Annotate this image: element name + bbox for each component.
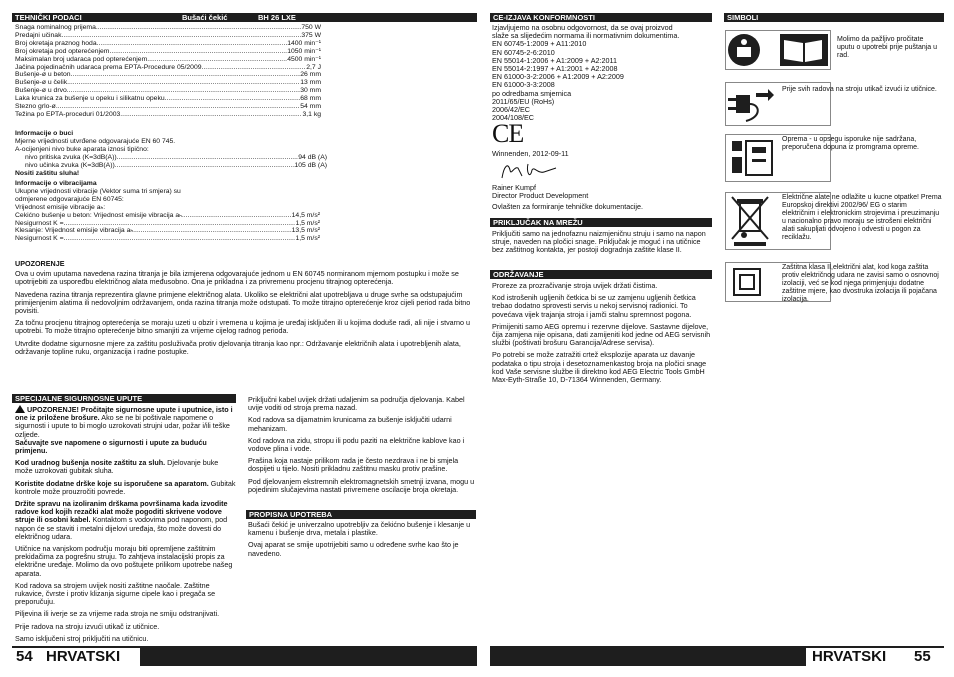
safety-paragraph: Priključni kabel uvijek držati udaljenim sa područja djelovanja. Kabel uvije voditi od stroja prema nazad.	[248, 395, 465, 413]
footer-right	[490, 646, 944, 666]
vibration-info	[15, 180, 320, 243]
ce-norm: 2006/42/EC	[492, 106, 530, 115]
maintenance-paragraph: Po potrebi se može zatražiti crtež eksplozije aparata uz davanje podataka o tipu stroja i desetoznamenkastog broja na pločici snage kod Vaše servisne službe ili direktno kod AEG Electric Tools GmbH Max-Eyth-Straße 10, D-71364 Winnenden, Germany.	[492, 350, 707, 385]
spec-row: Jačina pojedinačnih udaraca prema EPTA-Procedure 05/2009 ..... 2,7 J	[15, 64, 321, 72]
page-number: 54	[16, 648, 33, 665]
safety-header-bar: SPECIJALNE SIGURNOSNE UPUTE	[12, 394, 236, 403]
safety-paragraph: Piljevina ili iverje se za vrijeme rada stroja ne smiju odstranjivati.	[15, 609, 220, 619]
ce-place-date: Winnenden, 2012-09-11	[492, 149, 569, 158]
symbol-unplug-text: Prije svih radova na stroju utikač izvući iz utičnice.	[782, 86, 937, 93]
maintenance-paragraph: Primijeniti samo AEG opremu i rezervne dijelove. Sastavne dijelove, čija zamjena nije opisana, dati zamijeniti kod jedne od AEG servisnih službi (poštivati brošuru Garancija/Adrese servisa).	[492, 321, 711, 348]
specs-header-bar	[12, 13, 477, 22]
spec-row: Bušenje-ø u beton ..... 26 mm	[15, 71, 321, 79]
specs-title: TEHNIČKI PODACI	[15, 13, 82, 22]
noise-line: A-ocijenjeni nivo buke aparata iznosi tipično:	[15, 145, 149, 153]
ce-norm: EN 55014-1:2006 + A1:2009 + A2:2011	[492, 56, 617, 65]
symbols-header-bar: SIMBOLI	[724, 13, 944, 22]
ce-norm: EN 60745-1:2009 + A11:2010	[492, 40, 587, 49]
mains-paragraph: Priključiti samo na jednofaznu naizmjeničnu struju i samo na napon struje, naveden na pločici snage. Priključak je moguć i na utičnice bez zaštitnog kontakta, jer postoji dogradnja zaštite klase II.	[492, 229, 706, 255]
spec-row: Broj okretaja pod opterećenjem ..... 1050 min⁻¹	[15, 48, 321, 56]
safety-paragraph: Prije radova na stroju izvući utikač iz utičnice.	[15, 621, 160, 631]
vibration-row: Čekićno bušenje u beton: Vrijednost emisije vibracija aₕ ..... 14,5 m/s²	[15, 212, 320, 220]
ce-norm: 2011/65/EU (RoHs)	[492, 97, 555, 106]
symbol-class-ii-text: Zaštitna klasa II,električni alat, kod koga zaštita protiv električnog udara ne zavisi samo o osnovnoj izolaciji, već se kod njega primjenjuju dodatne zaštitne mjere, kao dvostruka izolacija ili pojačana izolacija.	[782, 264, 939, 303]
safety-paragraph: Prašina koja nastaje prilikom rada je često nezdrava i ne bi smjela dospijeti u tijelo. Nositi prikladnu zaštitnu masku protiv prašine.	[248, 456, 459, 474]
signatory-role: Director Product Development	[492, 192, 589, 201]
read-manual-icon	[725, 30, 831, 70]
safety-paragraph: Držite spravu na izoliranim drškama površinama kada izvodite radove kod kojih rezački alat može pogoditi skrivene vodove struje ili osobni kabel. Kontaktom s vodovima pod naponom, pod napon će se staviti i metalni dijelovi uređaja, što može dovesti do električnog udara.	[15, 499, 228, 541]
vibration-line: Vrijednost emisije vibracije aₕ:	[15, 203, 106, 211]
safety-column-2	[248, 396, 476, 498]
vibration-row: Nesigurnost K = ..... 1,5 m/s²	[15, 235, 320, 243]
spec-row: Predajni učinak ..... 375 W	[15, 32, 321, 40]
safety-column	[15, 405, 237, 647]
warning-triangle-icon	[15, 405, 25, 413]
ce-norm: 2004/108/EC	[492, 114, 534, 123]
noise-line: Mjerne vrijednosti utvrđene odgovarajuće EN 60 745.	[15, 137, 176, 145]
vibration-line: odmjerene odgovarajuće EN 60745:	[15, 195, 124, 203]
safety-paragraph: Pod djelovanjem ekstremnih elektromagnetskih smetnji izvana, mogu u pojedinim slučajevima nastati privremene oscilacije broja okretaja.	[248, 476, 475, 494]
maintenance-paragraph: Kod istrošenih ugljenih četkica bi se uz zamjenu ugljenih četkica trebao dodatno sprovesti servis u nekoj servisnoj radionici. To povećava vijek trajanja stroja i jamči stalnu spremnost pogona.	[492, 293, 696, 319]
noise-info	[15, 130, 327, 177]
warning-paragraph: Za točnu procjenu titrajnog opterećenja se moraju uzeti u obzir i vremena u kojima je uređaj isključen ili u kojima doduše radi, ali nije i stvarno u upotrebi. To može titrajno opterećenje bitno smanjiti za vrijeme cijelog radnog perioda.	[15, 318, 471, 336]
spec-row: Stezno grlo-ø ..... 54 mm	[15, 103, 321, 111]
safety-paragraph: Kod radova sa dijamatnim krunicama za bušenje isključiti udarni mehanizam.	[248, 415, 452, 433]
footer-left	[12, 646, 477, 666]
specs-table	[15, 24, 321, 119]
safety-paragraph: Samo isključeni stroj priključiti na utičnicu.	[15, 633, 149, 643]
noise-row: nivo učinka zvuka (K=3dB(A)) ..... 105 dB (A)	[15, 162, 327, 170]
maintenance-paragraph: Proreze za prozračivanje stroja uvijek držati čistima.	[492, 281, 658, 290]
tech-docs-authorization: Ovlašten za formiranje tehničke dokumentacije.	[492, 203, 644, 212]
warning-title: UPOZORENJE	[15, 259, 65, 268]
maintenance-header-bar: ODRŽAVANJE	[490, 270, 712, 279]
intended-use-section	[248, 521, 476, 562]
mains-header-bar: PRIKLJUČAK NA MREŽU	[490, 218, 712, 227]
ce-norm: EN 60745-2-6:2010	[492, 48, 555, 57]
spec-row: Broj okretaja praznog hoda ..... 1400 min⁻¹	[15, 40, 321, 48]
vibration-title: Informacije o vibracijama	[15, 180, 97, 187]
ce-norm: EN 61000-3-3:2008	[492, 81, 555, 90]
mains-section	[492, 230, 714, 259]
safety-paragraph: Koristite dodatne drške koje su isporučene sa aparatom. Gubitak kontrole može prouzročiti povrede.	[15, 478, 236, 496]
ce-declaration	[492, 24, 717, 122]
vibration-row: Nesigurnost K = ..... 1,5 m/s²	[15, 220, 320, 228]
intended-use-header-bar: PROPISNA UPOTREBA	[246, 510, 476, 519]
ce-signatory	[492, 184, 717, 212]
vibration-row: Klesanje: Vrijednost emisije vibracija aₕ ..... 13,5 m/s²	[15, 227, 320, 235]
specs-subtitle: Bušaći čekić	[182, 13, 228, 22]
ce-header-bar: CE-IZJAVA KONFORMNOSTI	[490, 13, 712, 22]
specs-model: BH 26 LXE	[258, 13, 296, 22]
spec-row: Težina po EPTA-proceduri 01/2003 ..... 3,1 kg	[15, 111, 321, 119]
safety-warning: UPOZORENJE! Pročitajte sigurnosne upute i uputnice, isto i one iz priložene brošure. Ako se ne bi poštivale napomene o sigurnosti i upute to bi moglo uzrokovati strujni udar, požar i/ili teške ozljede. Sačuvajte sve napomene o sigurnosti i upute za buduću primjenu.	[15, 405, 233, 456]
noise-row: nivo pritiska zvuka (K=3dB(A)) ..... 94 dB (A)	[15, 154, 327, 162]
ce-norm: EN 61000-3-2:2006 + A1:2009 + A2:2009	[492, 73, 624, 82]
ce-norm: EN 55014-2:1997 + A1:2001 + A2:2008	[492, 65, 618, 74]
noise-warning: Nositi zaštitu sluha!	[15, 169, 80, 177]
symbol-read-manual-text: Molimo da pažljivo pročitate uputu o upotrebi prije puštanja u rad.	[837, 36, 938, 59]
spec-row: Bušenje-ø u čelik ..... 13 mm	[15, 79, 321, 87]
spec-row: Bušenje-ø u drvo ..... 30 mm	[15, 87, 321, 95]
ce-mark: CE	[492, 119, 524, 148]
spec-row: Laka krunica za bušenje u opeku i silikatnu opeku ..... 68 mm	[15, 95, 321, 103]
footer-language: HRVATSKI	[46, 648, 121, 665]
ce-line: Izjavljujemo na osobnu odgovornost, da se ovaj proizvod	[492, 24, 673, 32]
intended-use-paragraph: Ovaj aparat se smije upotrijebiti samo u određene svrhe kao što je navedeno.	[248, 540, 459, 558]
symbol-disposal-text: Električne alate ne odlažite u kucne otpatke! Prema Europskoj direktivi 2002/96/ EG o starim električnim i elektronickim strojevima i preuzimanju u nacionalno pravo moraju se istrošeni električni alati sakupljati odvojeno i odvesti u pogon za reciklažu.	[782, 194, 942, 241]
footer-language: HRVATSKI	[812, 648, 887, 665]
noise-title: Informacije o buci	[15, 130, 74, 137]
safety-paragraph: Kod radova na zidu, stropu ili podu paziti na električne kablove kao i vodove plina i vode.	[248, 435, 465, 454]
signatory-name: Rainer Kumpf	[492, 184, 536, 192]
warning-paragraph: Ova u ovim uputama navedena razina titranja je bila izmjerena odgovarajuće jednom u EN 60745 normiranom mjernom postupku i može se upotrijebiti za uspoređbu električnog alata međusobno. Ona je prikladna i za privremenu procjenu titrajnog opterećenja.	[15, 269, 459, 287]
warning-paragraph: Navedena razina titranja reprezentira glavne primjene električnog alata. Ukoliko se električni alat upotrebljava u druge svrhe sa odstupajućim primijenjenim alatima ili nedovoljnim održavanjem, onda razina titranja može odstupati. To može titrajno opterećenje kroz cijeli period rada bitno povisiti.	[15, 289, 471, 316]
ce-norm: po odredbama smjernica	[492, 89, 572, 98]
safety-paragraph: Kod uradnog bušenja nosite zaštitu za sluh. Djelovanje buke može uzrokovati gubitak sluha.	[15, 458, 219, 476]
spec-row: Maksimalan broj udaraca pod opterećenjem ..... 4500 min⁻¹	[15, 56, 321, 64]
symbol-accessory-text: Oprema - u opsegu isporuke nije sadržana, preporučena dopuna iz promgrama opreme.	[782, 136, 919, 151]
signature-icon	[500, 160, 560, 182]
intended-use-paragraph: Bušaći čekić je univerzalno upotrebljiv za čekićno bušenje i klesanje u kamenu i bušenje drva, metala i plastike.	[248, 520, 471, 538]
vibration-line: Ukupne vrijednosti vibracije (Vektor suma tri smjera) su	[15, 187, 181, 195]
page-number: 55	[914, 648, 931, 665]
warning-section	[15, 260, 475, 360]
safety-paragraph: Kod radova sa strojem uvijek nositi zaštitne naočale. Zaštitne rukavice, čvrste i protiv klizanja sigurne cipele kao i pregača se preporučuju.	[15, 580, 216, 607]
ce-line: slaže sa slijedećim normama ili normativnim dokumentima.	[492, 32, 680, 41]
spec-row: Snaga nominalnog prijema ..... 750 W	[15, 24, 321, 32]
safety-paragraph: Utičnice na vanjskom području moraju biti opremljene zaštitnim prekidačima za pogrešnu struju. To zahtjeva instalacijski propis za električne uređaje. Molimo da ovo poštujete prilikom upotrebe našeg aparata.	[15, 544, 233, 578]
maintenance-section	[492, 282, 714, 388]
warning-paragraph: Utvrdite dodatne sigurnosne mjere za zaštitu posluživača protiv djelovanja titranja kao npr.: Održavanje električnih alata i upotrebljenih alata, održavanje topline ruku, organizacija i radne postupke.	[15, 338, 461, 356]
